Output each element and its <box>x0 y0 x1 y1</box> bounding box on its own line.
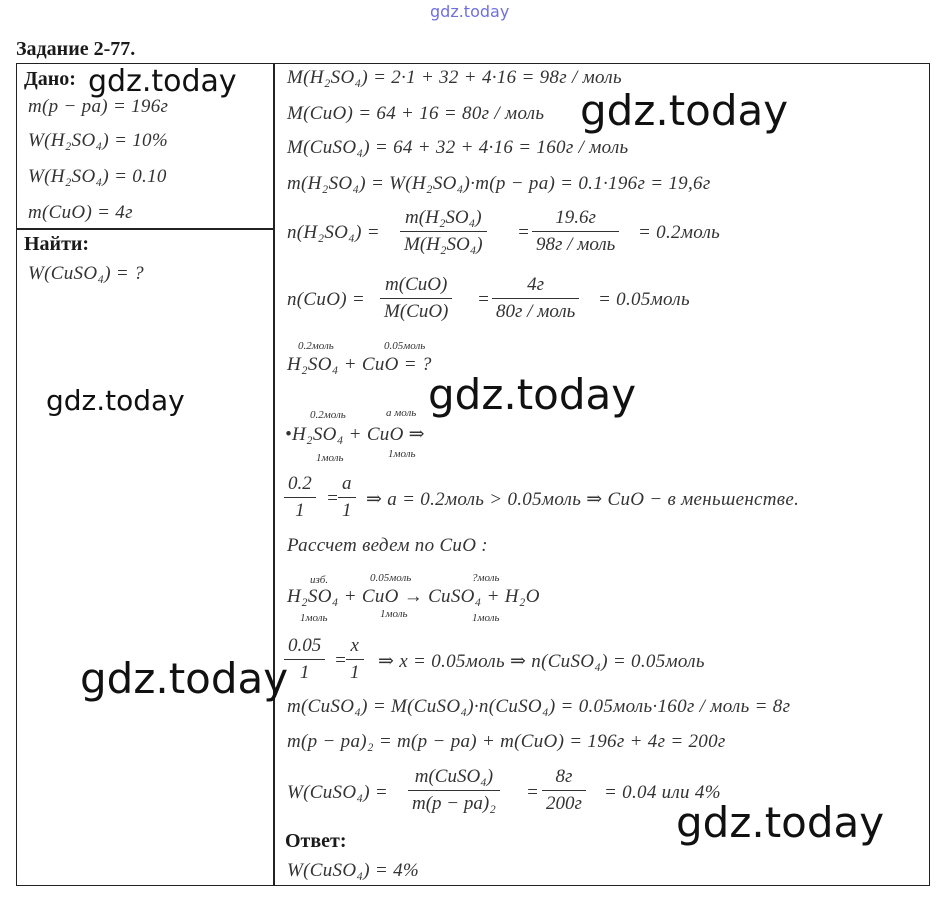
watermark: gdz.today <box>428 370 637 419</box>
fraction-numerator: 8г <box>542 766 586 791</box>
proportion-fraction <box>338 473 356 522</box>
find-label: Найти: <box>24 233 90 255</box>
reaction-annotation: 1моль <box>380 608 408 620</box>
given-item: W(H₂SO₄) = 0.10 <box>28 166 167 187</box>
fraction-denominator: 1 <box>295 500 305 521</box>
moles-cuo-result: = 0.05моль <box>598 289 690 310</box>
moles-h2so4-fraction-1 <box>400 207 487 256</box>
moles-cuo-fraction-2 <box>492 274 579 323</box>
proportion-conclusion: ⇒ a = 0.2моль > 0.05моль ⇒ CuO − в меньшенстве. <box>366 489 800 510</box>
reaction-annotation: 1моль <box>388 448 416 460</box>
solution-mass-2: m(p − pa)₂ = m(p − pa) + m(CuO) = 196г + 4г = 200г <box>287 731 726 752</box>
reaction-annotation: изб. <box>310 574 329 586</box>
reaction-annotation: 1моль <box>300 612 328 624</box>
proportion-conclusion: ⇒ x = 0.05моль ⇒ n(CuSO₄) = 0.05моль <box>378 651 705 672</box>
given-item: m(p − pa) = 196г <box>28 96 169 117</box>
molar-mass-h2so4: M(H₂SO₄) = 2·1 + 32 + 4·16 = 98г / моль <box>287 67 622 88</box>
fraction-numerator: 4г <box>492 274 579 299</box>
mass-fraction-fraction-1 <box>408 766 500 815</box>
fraction-denominator: 98г / моль <box>536 234 616 255</box>
fraction-numerator: 0.2 <box>284 473 316 498</box>
fraction-denominator: M(CuO) <box>384 301 449 322</box>
mass-fraction-fraction-2 <box>542 766 586 815</box>
fraction-numerator: a <box>338 473 356 498</box>
fraction-denominator: m(p − pa)₂ <box>412 793 496 814</box>
equals-sign: = <box>334 650 348 671</box>
watermark: gdz.today <box>46 384 185 417</box>
fraction-denominator: 200г <box>546 793 582 814</box>
answer-label: Ответ: <box>285 830 347 852</box>
mass-h2so4: m(H₂SO₄) = W(H₂SO₄)·m(p − pa) = 0.1·196г = 19,6г <box>287 173 711 194</box>
reaction-annotation: a моль <box>386 407 417 419</box>
fraction-denominator: 1 <box>299 662 310 683</box>
column-divider <box>273 63 275 886</box>
moles-cuo-fraction-1 <box>380 274 452 323</box>
given-item: m(CuO) = 4г <box>28 202 133 223</box>
given-label: Дано: <box>24 68 76 90</box>
proportion-fraction <box>284 473 316 522</box>
task-title: Задание 2-77. <box>16 38 136 60</box>
moles-h2so4-label: n(H₂SO₄) = <box>287 222 380 243</box>
equals-sign: = <box>517 222 531 243</box>
answer-value: W(CuSO₄) = 4% <box>287 860 420 881</box>
given-find-divider <box>16 228 274 230</box>
reaction-equation-3: H₂SO₄ + CuO → CuSO₄ + H₂O <box>287 586 540 607</box>
molar-mass-cuso4: M(CuSO₄) = 64 + 32 + 4·16 = 160г / моль <box>287 137 629 158</box>
fraction-numerator: 19.6г <box>532 207 619 232</box>
fraction-numerator: x <box>346 635 364 660</box>
mass-fraction-label: W(CuSO₄) = <box>287 782 389 803</box>
watermark: gdz.today <box>676 798 885 847</box>
reaction-equation-2: •H₂SO₄ + CuO ⇒ <box>285 424 425 445</box>
reaction-annotation: ?моль <box>472 572 500 584</box>
fraction-numerator: m(CuO) <box>380 274 452 299</box>
reaction-annotation: 1моль <box>316 452 344 464</box>
calculation-note: Рассчет ведем по CuO : <box>287 535 488 556</box>
reaction-annotation: 0.05моль <box>384 340 426 352</box>
site-header[interactable]: gdz.today <box>430 2 510 21</box>
proportion-fraction <box>346 635 364 684</box>
reaction-annotation: 0.2моль <box>310 409 346 421</box>
proportion-fraction <box>284 635 325 684</box>
moles-cuo-label: n(CuO) = <box>287 289 366 310</box>
watermark: gdz.today <box>88 64 237 99</box>
equals-sign: = <box>477 289 491 310</box>
fraction-denominator: M(H₂SO₄) <box>404 234 483 255</box>
fraction-numerator: m(H₂SO₄) <box>400 207 487 232</box>
find-item: W(CuSO₄) = ? <box>28 263 144 284</box>
mass-fraction-result: = 0.04 или 4% <box>604 782 721 803</box>
equals-sign: = <box>526 782 540 803</box>
reaction-annotation: 1моль <box>472 612 500 624</box>
reaction-annotation: 0.05моль <box>370 572 412 584</box>
equals-sign: = <box>326 488 340 509</box>
fraction-denominator: 1 <box>350 662 360 683</box>
reaction-annotation: 0.2моль <box>298 340 334 352</box>
moles-h2so4-fraction-2 <box>532 207 619 256</box>
reaction-equation-1: H₂SO₄ + CuO = ? <box>287 354 432 375</box>
watermark: gdz.today <box>580 86 789 135</box>
fraction-denominator: 1 <box>342 500 352 521</box>
fraction-denominator: 80г / моль <box>496 301 576 322</box>
given-item: W(H₂SO₄) = 10% <box>28 130 168 151</box>
watermark: gdz.today <box>80 654 289 703</box>
molar-mass-cuo: M(CuO) = 64 + 16 = 80г / моль <box>287 103 545 124</box>
moles-h2so4-result: = 0.2моль <box>638 222 721 243</box>
mass-cuso4: m(CuSO₄) = M(CuSO₄)·n(CuSO₄) = 0.05моль·160г / моль = 8г <box>287 696 791 717</box>
fraction-numerator: m(CuSO₄) <box>408 766 500 791</box>
fraction-numerator: 0.05 <box>284 635 325 660</box>
